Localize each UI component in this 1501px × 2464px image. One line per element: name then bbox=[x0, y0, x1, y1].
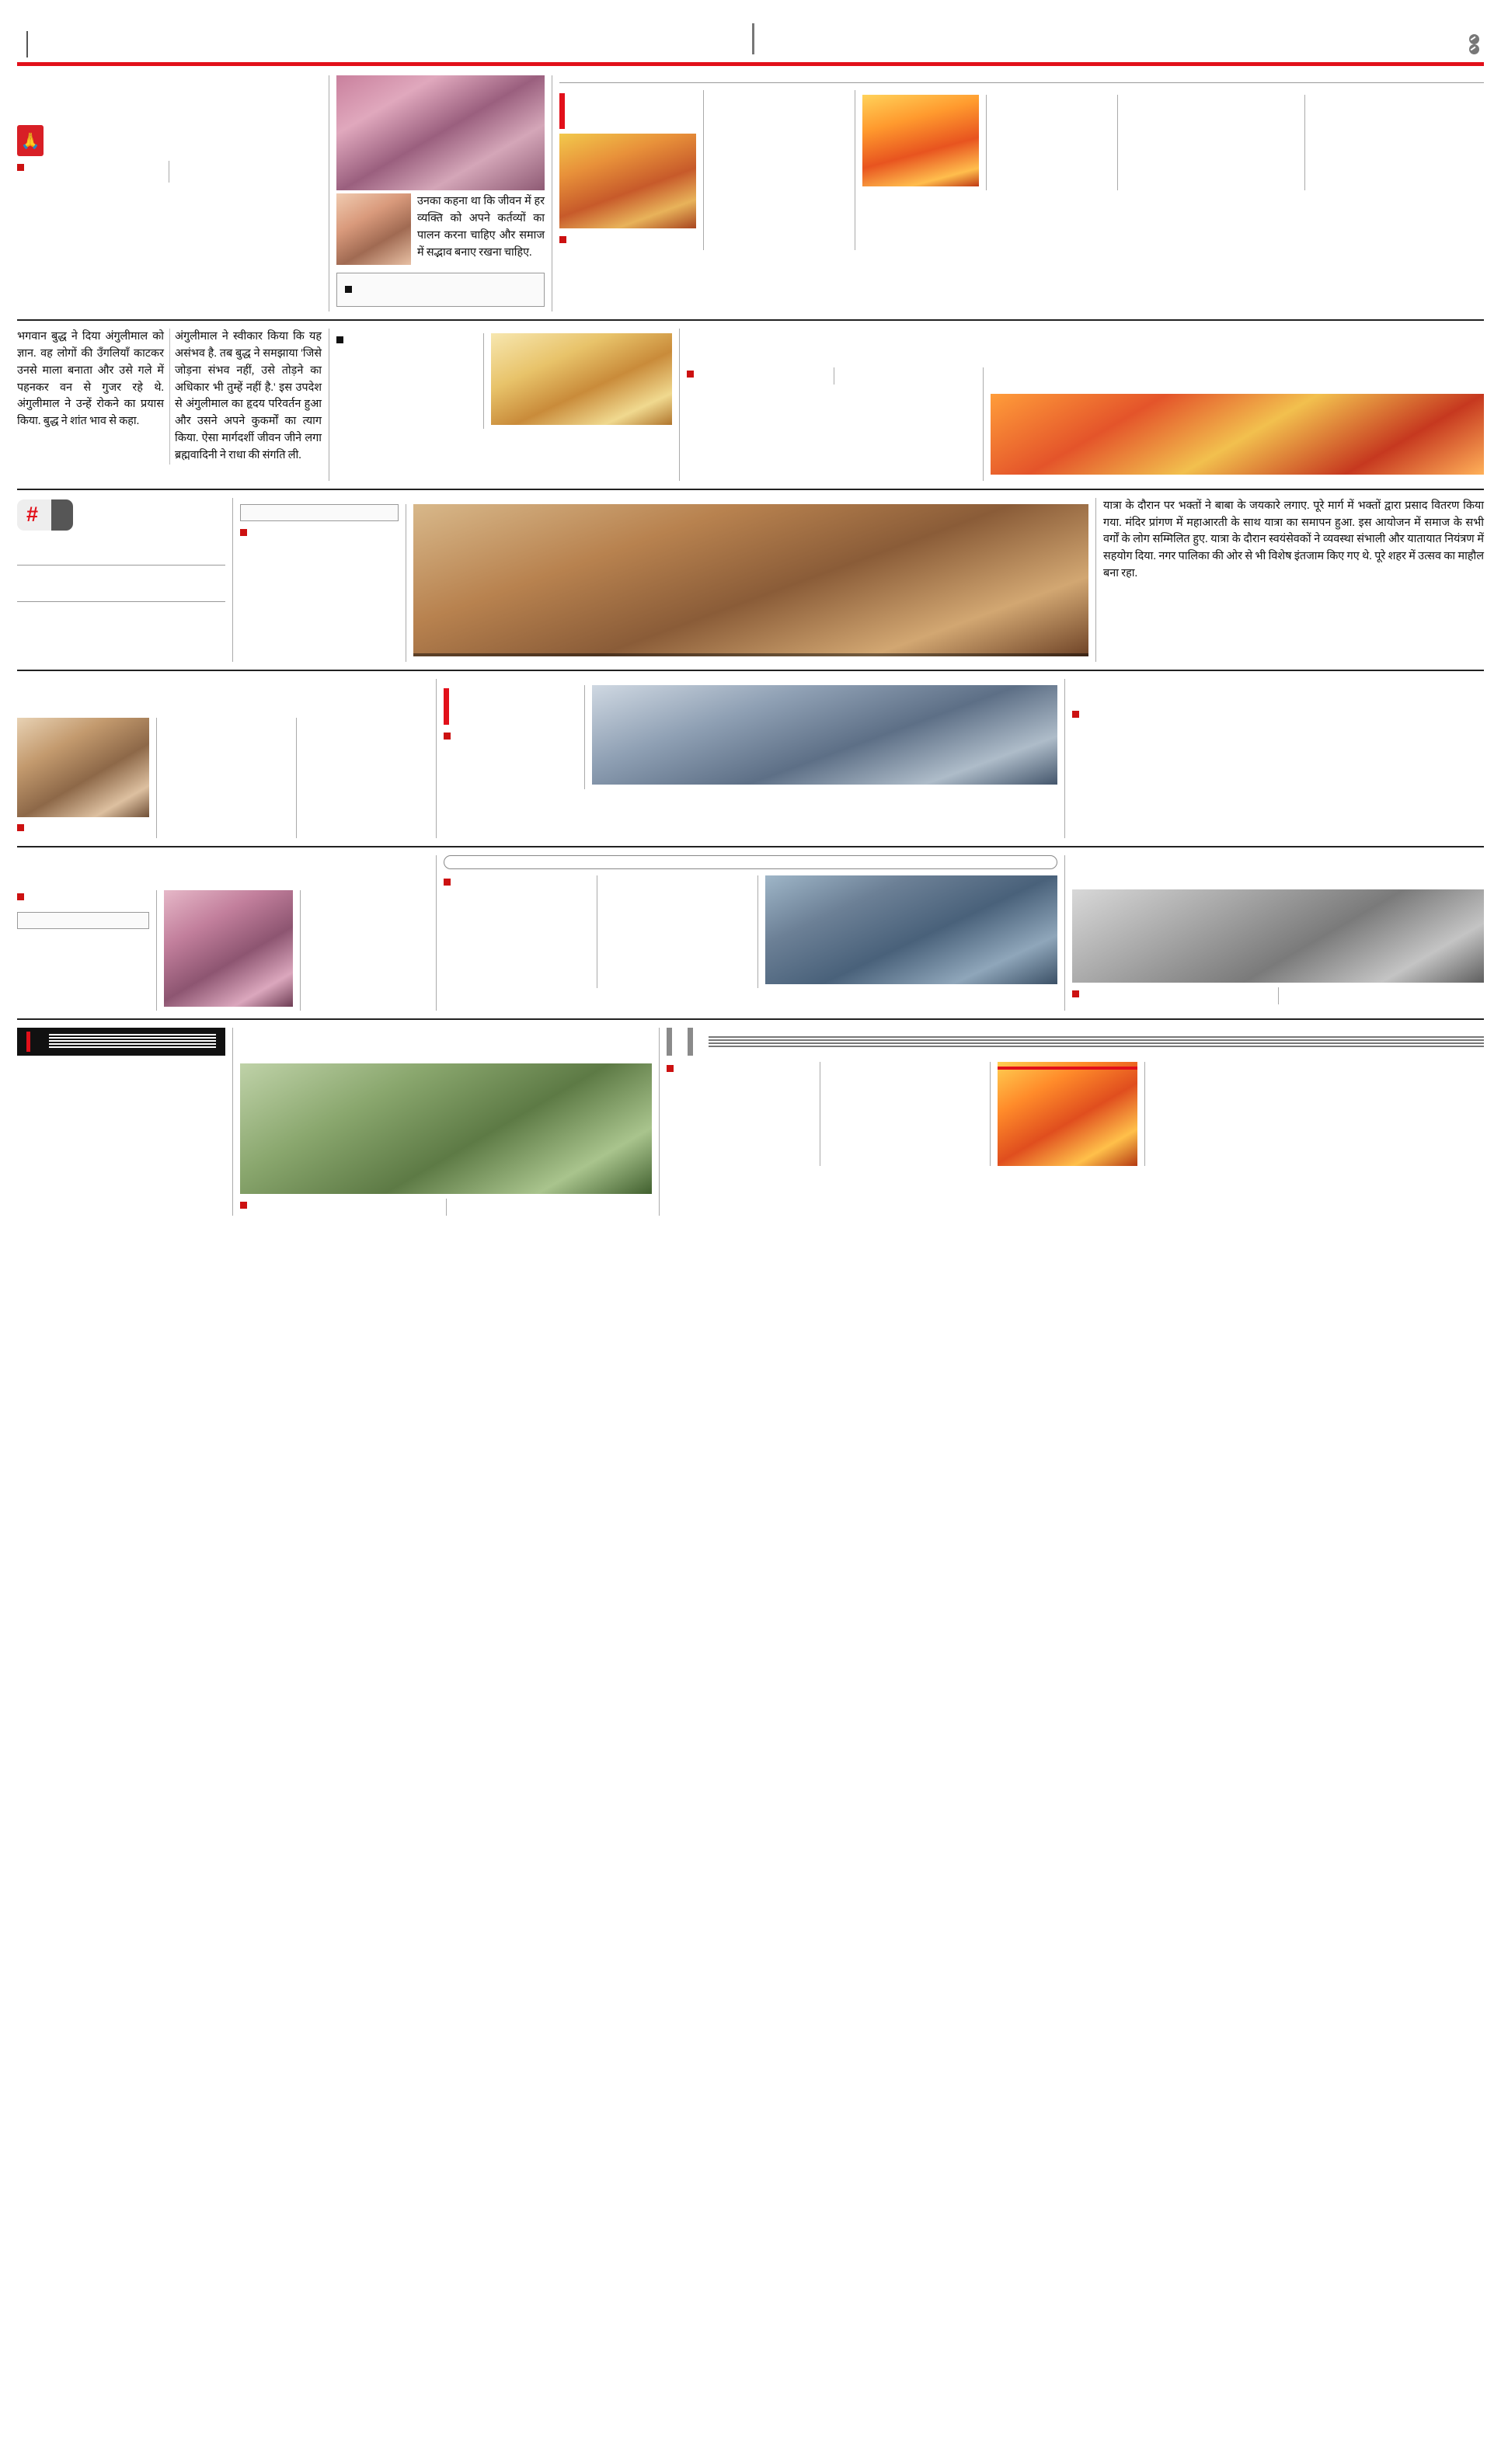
dongre-headline bbox=[17, 537, 225, 559]
column-rule bbox=[436, 855, 437, 1011]
gajanan-col2 bbox=[994, 95, 1110, 190]
parampara-photo bbox=[998, 1062, 1137, 1166]
amba-photo bbox=[991, 394, 1484, 475]
ambedkar-col2 bbox=[454, 1199, 653, 1216]
section-badge bbox=[17, 125, 322, 156]
section-divider bbox=[17, 846, 1484, 847]
dharni-para-1 bbox=[240, 526, 399, 543]
bullet-square-icon bbox=[17, 164, 24, 171]
column-rule bbox=[1064, 855, 1065, 1011]
column-rule bbox=[1064, 679, 1065, 838]
parampara-story bbox=[667, 1028, 1484, 1216]
hackathon-tag-box bbox=[444, 855, 1057, 869]
hackathon-para-1 bbox=[444, 875, 590, 893]
column-rule bbox=[296, 718, 297, 838]
amba-story bbox=[687, 329, 1484, 481]
lead-continuation bbox=[17, 329, 322, 481]
students-col2 bbox=[164, 890, 293, 1011]
shakti-col1 bbox=[1072, 987, 1271, 1004]
bullet-square-icon bbox=[336, 336, 343, 343]
amba-subhead bbox=[991, 367, 1484, 389]
gajanan-story bbox=[862, 90, 1484, 250]
column-rule bbox=[232, 1028, 233, 1216]
ambedkar-story bbox=[240, 1028, 652, 1216]
stripes-decoration bbox=[709, 1035, 1484, 1049]
khadse-headline bbox=[17, 609, 225, 631]
dharni-photo bbox=[413, 504, 1088, 656]
parampara-header bbox=[667, 1028, 1484, 1056]
hindu-col1 bbox=[336, 333, 476, 429]
students-photo bbox=[164, 890, 293, 1007]
speaker-photo bbox=[336, 193, 411, 265]
masthead-left bbox=[17, 28, 37, 54]
dharni-inset bbox=[240, 504, 399, 521]
column-rule bbox=[679, 329, 680, 481]
amba-grid bbox=[687, 367, 1484, 481]
bullet-square-icon bbox=[345, 286, 352, 293]
nagdev-col1 bbox=[17, 718, 149, 838]
bullet-square-icon bbox=[444, 879, 451, 886]
hackathon-grid bbox=[444, 875, 1057, 988]
obituary-block bbox=[17, 1028, 225, 1216]
masthead bbox=[17, 11, 1484, 59]
murti-col2 bbox=[711, 90, 848, 250]
lead-story bbox=[17, 75, 322, 311]
shakti-grid bbox=[1072, 987, 1484, 1004]
amba-col-right bbox=[991, 367, 1484, 481]
lead-photo-text: उनका कहना था कि जीवन में हर व्यक्ति को अपने कर्तव्यों का पालन करना चाहिए और समाज में सद्भाव बनाए रखना चाहिए. bbox=[417, 195, 545, 259]
dharni-col1 bbox=[240, 504, 399, 662]
website-link[interactable] bbox=[1469, 34, 1484, 44]
rashtrasant-grid bbox=[444, 685, 1057, 789]
hackathon-col2 bbox=[604, 875, 750, 988]
bullet-square-icon bbox=[559, 236, 566, 243]
ambedkar-grid bbox=[240, 1199, 652, 1216]
column-rule bbox=[659, 1028, 660, 1216]
bullet-square-icon bbox=[17, 824, 24, 831]
students-col3 bbox=[308, 890, 429, 1011]
gajanan-col1 bbox=[862, 95, 979, 190]
second-band bbox=[17, 329, 1484, 481]
amba-col1 bbox=[687, 367, 827, 385]
epaper-link[interactable] bbox=[1469, 44, 1484, 54]
shakti-col2 bbox=[1286, 987, 1485, 1004]
bar-icon bbox=[667, 1028, 672, 1056]
hindu-col2 bbox=[491, 333, 672, 429]
bullet-square-icon bbox=[1072, 990, 1079, 997]
red-bar-icon bbox=[26, 1032, 30, 1052]
bullet-square-icon bbox=[1072, 711, 1079, 718]
column-rule bbox=[990, 1062, 991, 1166]
ambedkar-photo bbox=[240, 1063, 652, 1194]
amba-inner-grid bbox=[687, 367, 976, 385]
hackathon-story bbox=[444, 855, 1057, 1011]
section-divider bbox=[17, 489, 1484, 490]
news-video-badge[interactable] bbox=[17, 499, 73, 531]
parampara-box-title bbox=[998, 1067, 1137, 1070]
column-rule bbox=[703, 90, 704, 250]
inset-body bbox=[345, 283, 536, 300]
divider bbox=[17, 601, 225, 602]
shakti-para-1 bbox=[1072, 987, 1271, 1004]
namaste-icon bbox=[17, 125, 44, 156]
vitthal-story bbox=[1072, 679, 1484, 838]
lead-continuation-text: भगवान बुद्ध ने दिया अंगुलीमाल को ज्ञान. वह लोगों की उँगलियाँ काटकर उनसे माला बनाता और उसे गले में पहनकर वन से गुजर रहे थे. अंगुलीमाल ने उन्हें रोकने का प्रयास किया. बुद्ध ने शांत भाव से कहा. अंगुलीमाल ने स्वीकार किया कि यह असंभव है. तब बुद्ध ने समझाया 'जिसे जोड़ना संभव नहीं, उसे तोड़ने का अधिकार भी तुम्हें नहीं है.' इस उपदेश से अंगुलीमाल का हृदय परिवर्तन हुआ और उसने अपने कुकर्मों का त्याग किया. ऐसा मार्गदर्शी जीवन जीने लगा ब्रह्मवादिनी ने राधा की संगति ली. bbox=[17, 329, 322, 462]
nagdev-para-1 bbox=[17, 821, 149, 838]
parampara-col1 bbox=[667, 1062, 813, 1166]
masthead-links bbox=[1469, 34, 1484, 54]
hindu-sammelan-grid bbox=[336, 333, 672, 429]
masthead-divider bbox=[26, 31, 28, 57]
column-rule bbox=[232, 498, 233, 662]
masthead-rule bbox=[17, 62, 1484, 66]
dharni-photo-col bbox=[413, 504, 1088, 662]
amba-col2 bbox=[841, 367, 976, 385]
lead-headline bbox=[17, 75, 322, 120]
fifth-band bbox=[17, 855, 1484, 1011]
students-inset bbox=[17, 912, 149, 929]
lead-body-grid bbox=[17, 161, 322, 183]
gajanan-col4 bbox=[1312, 95, 1485, 190]
kicker-bar-icon bbox=[559, 93, 565, 129]
nagdev-col3 bbox=[304, 718, 429, 838]
dharni-story bbox=[240, 498, 1088, 662]
murti-kicker-col bbox=[559, 90, 696, 250]
column-rule bbox=[156, 718, 157, 838]
obituary-header bbox=[17, 1028, 225, 1056]
column-rule bbox=[1095, 498, 1096, 662]
vitthal-headline bbox=[1072, 679, 1484, 703]
third-band bbox=[17, 498, 1484, 662]
bullet-square-icon bbox=[17, 893, 24, 900]
hindu-sammelan-photo bbox=[491, 333, 672, 425]
column-rule bbox=[1304, 95, 1305, 190]
lead-photo bbox=[336, 75, 545, 190]
column-rule bbox=[300, 890, 301, 1011]
shakti-headline bbox=[1072, 855, 1484, 883]
column-rule bbox=[757, 875, 758, 988]
amba-para-1 bbox=[687, 367, 827, 385]
nagdev-story bbox=[17, 679, 429, 838]
ambedkar-headline bbox=[240, 1028, 652, 1057]
column-rule bbox=[986, 95, 987, 190]
bullet-square-icon bbox=[240, 529, 247, 536]
parampara-box-col bbox=[998, 1062, 1137, 1166]
bullet-square-icon bbox=[687, 371, 694, 378]
lead-photo-block bbox=[336, 75, 545, 311]
bullet-square-icon bbox=[444, 733, 451, 740]
amba-cont-text: यात्रा के दौरान पर भक्तों ने बाबा के जयकारे लगाए. पूरे मार्ग में भक्तों द्वारा प्रसाद वितरण किया गया. मंदिर प्रांगण में महाआरती के साथ यात्रा का समापन हुआ. इस आयोजन में समाज के सभी वर्गों के लोग सम्मिलित हुए. यात्रा के दौरान स्वयंसेवकों ने व्यवस्था संभाली और यातायात नियंत्रण में सहयोग दिया. नगर पालिका की ओर से भी विशेष इंतजाम किए गए थे. पूरे शहर में उत्सव का माहौल बना रहा. bbox=[1103, 499, 1484, 580]
section-divider bbox=[17, 670, 1484, 671]
column-rule bbox=[983, 367, 984, 481]
column-rule bbox=[1144, 1062, 1145, 1166]
rashtrasant-photo bbox=[592, 685, 1057, 785]
column-rule bbox=[1278, 987, 1279, 1004]
column-rule bbox=[584, 685, 585, 789]
fourth-band bbox=[17, 679, 1484, 838]
rashtrasant-kicker-col bbox=[444, 685, 577, 789]
amba-headline bbox=[687, 329, 1484, 361]
right-top-section bbox=[559, 75, 1484, 311]
lead-col1 bbox=[17, 161, 162, 183]
video-label[interactable] bbox=[51, 499, 73, 531]
column-rule bbox=[483, 333, 484, 429]
nagdev-grid bbox=[17, 718, 429, 838]
ambedkar-col1 bbox=[240, 1199, 439, 1216]
rashtrasant-kicker bbox=[444, 688, 577, 725]
rashtrasant-para-1 bbox=[444, 729, 577, 747]
amba-continuation bbox=[1103, 498, 1484, 662]
column-rule bbox=[1117, 95, 1118, 190]
lead-inset-box bbox=[336, 273, 545, 307]
column-rule bbox=[446, 1199, 447, 1216]
parampara-byline bbox=[667, 1062, 813, 1079]
kicker-bar-icon bbox=[444, 688, 449, 725]
students-grid bbox=[17, 890, 429, 1011]
bar-icon bbox=[688, 1028, 693, 1056]
kreeda-headline bbox=[17, 572, 225, 594]
parampara-grid bbox=[667, 1062, 1484, 1166]
hindu-para-1 bbox=[336, 333, 476, 350]
dharni-photo-caption bbox=[413, 653, 1088, 656]
divider bbox=[559, 82, 1484, 83]
hackathon-col1 bbox=[444, 875, 590, 988]
murti-para-1 bbox=[559, 233, 696, 250]
globe-icon bbox=[1469, 44, 1479, 54]
right-top-grid bbox=[559, 90, 1484, 250]
rashtrasant-story bbox=[444, 679, 1057, 838]
parampara-col3 bbox=[1152, 1062, 1484, 1166]
ambedkar-para-1 bbox=[240, 1199, 439, 1216]
nagdev-col2 bbox=[164, 718, 289, 838]
gajanan-photo bbox=[862, 95, 979, 186]
murti-photo bbox=[559, 134, 696, 228]
nagdev-photo bbox=[17, 718, 149, 817]
column-rule bbox=[156, 890, 157, 1011]
masthead-brand bbox=[740, 23, 767, 54]
sixth-band bbox=[17, 1028, 1484, 1216]
hackathon-photo bbox=[765, 875, 1057, 984]
brand-separator bbox=[752, 23, 754, 54]
shakti-story bbox=[1072, 855, 1484, 1011]
nagdev-headline bbox=[17, 679, 429, 712]
dharni-grid bbox=[240, 504, 1088, 662]
stripes-decoration bbox=[49, 1034, 216, 1049]
hackathon-col3 bbox=[765, 875, 1057, 988]
hindu-sammelan-story bbox=[336, 329, 672, 481]
rashtrasant-right bbox=[592, 685, 1057, 789]
shakti-photo bbox=[1072, 889, 1484, 983]
top-section bbox=[17, 75, 1484, 311]
section-divider bbox=[17, 1018, 1484, 1020]
amba-col-left bbox=[687, 367, 976, 481]
column-rule bbox=[436, 679, 437, 838]
murti-kicker bbox=[559, 93, 696, 129]
vitthal-para-1 bbox=[1072, 708, 1484, 725]
dongre-story bbox=[17, 498, 225, 662]
amba-photo-caption bbox=[991, 475, 1484, 477]
students-story bbox=[17, 855, 429, 1011]
students-para-1 bbox=[17, 890, 149, 907]
globe-icon bbox=[1469, 34, 1479, 44]
students-col1 bbox=[17, 890, 149, 1011]
bullet-square-icon bbox=[667, 1065, 674, 1072]
news-badge-left bbox=[17, 499, 51, 531]
gajanan-col3 bbox=[1125, 95, 1297, 190]
section-divider bbox=[17, 319, 1484, 321]
lead-col2 bbox=[176, 161, 322, 183]
lead-para-1 bbox=[17, 161, 162, 178]
divider bbox=[17, 565, 225, 566]
hash-icon: # bbox=[26, 503, 39, 527]
parampara-col2 bbox=[827, 1062, 983, 1166]
gajanan-grid bbox=[862, 95, 1484, 190]
bullet-square-icon bbox=[240, 1202, 247, 1209]
students-headline bbox=[17, 855, 429, 885]
